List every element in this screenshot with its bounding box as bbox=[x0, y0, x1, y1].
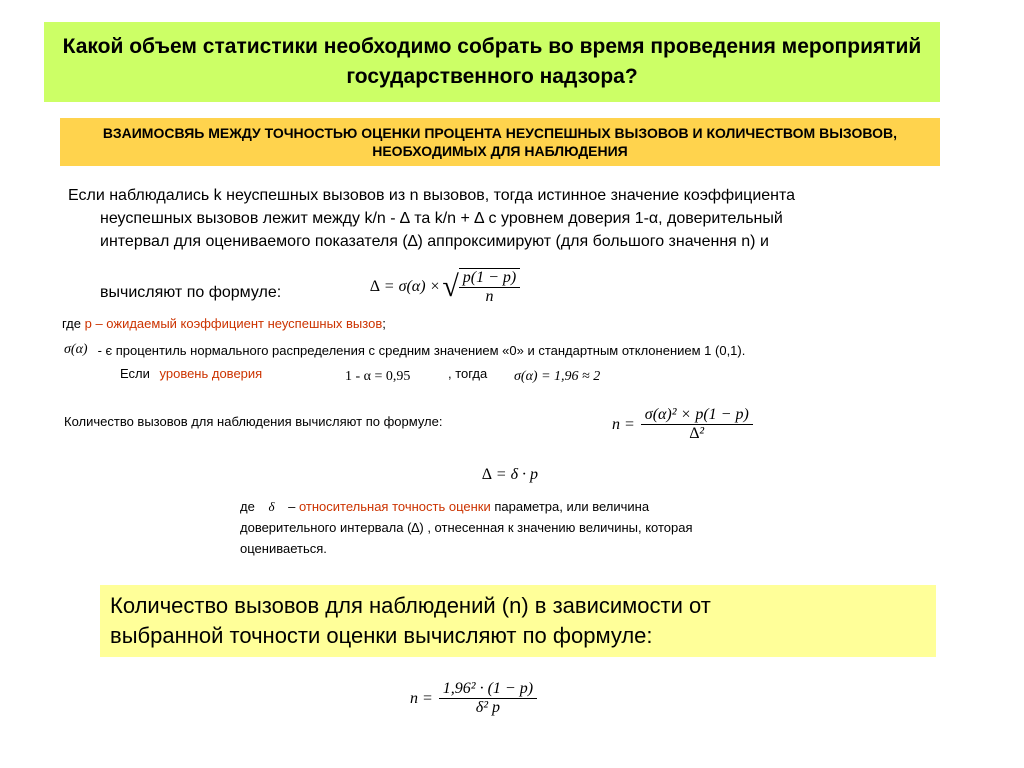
count-fraction bbox=[641, 406, 753, 443]
count-lhs: n = bbox=[612, 415, 635, 433]
sigma-desc-line bbox=[64, 342, 745, 358]
sigma-symbol: σ(α) bbox=[64, 342, 88, 357]
where-p-prefix: где bbox=[62, 316, 81, 331]
delta-rel-formula: ∆ = δ · p bbox=[482, 466, 539, 483]
final-formula bbox=[410, 680, 537, 717]
if-prefix: Если bbox=[120, 366, 150, 381]
slide-title-text: Какой объем статистики необходимо собрать во время проведения мероприятий государственного надзора? bbox=[62, 35, 922, 88]
intro-line-4: вычисляют по формуле: bbox=[100, 284, 282, 301]
de-line-3: оцениваеться. bbox=[240, 541, 327, 556]
sigma-desc-text: - є процентиль нормального распределения с средним значением «0» и стандартным отклонением 1 (0,1). bbox=[97, 342, 746, 358]
formula-delta-num: p(1 − p) bbox=[459, 269, 520, 288]
final-den: δ² p bbox=[475, 699, 501, 716]
if-then: , тогда bbox=[448, 366, 488, 381]
de-rest-1: параметра, или величина bbox=[494, 499, 650, 514]
where-p-red: p – ожидаемый коэффициент неуспешных вызов bbox=[84, 316, 383, 331]
bottom-line-1: Количество вызовов для наблюдений (n) в зависимости от bbox=[110, 593, 711, 618]
if-formula-1: 1 - α = 0,95 bbox=[345, 369, 411, 384]
de-dash: – bbox=[288, 499, 296, 514]
formula-delta-left: ∆ = σ(α) × bbox=[370, 278, 441, 295]
sqrt-icon: √ bbox=[442, 270, 459, 303]
slide-subtitle-text: ВЗАИМОСВЯЬ МЕЖДУ ТОЧНОСТЬЮ ОЦЕНКИ ПРОЦЕНТА НЕУСПЕШНЫХ ВЫЗОВОВ И КОЛИЧЕСТВОМ ВЫЗОВОВ, НЕОБХОДИМЫХ ДЛЯ НАБЛЮДЕНИЯ bbox=[102, 125, 898, 159]
if-formula-2: σ(α) = 1,96 ≈ 2 bbox=[514, 369, 601, 384]
intro-paragraph bbox=[68, 184, 998, 253]
formula-delta-fraction bbox=[459, 268, 520, 306]
where-p-suffix: ; bbox=[382, 316, 386, 331]
de-symbol: δ bbox=[268, 499, 275, 514]
final-fraction bbox=[439, 680, 537, 717]
count-formula bbox=[612, 406, 753, 443]
slide-title bbox=[44, 22, 940, 102]
count-line-text: Количество вызовов для наблюдения вычисляют по формуле: bbox=[64, 414, 443, 429]
bottom-callout bbox=[100, 585, 936, 657]
final-lhs: n = bbox=[410, 689, 433, 707]
de-line-2: доверительного интервала (∆) , отнесенная к значению величины, которая bbox=[240, 520, 693, 535]
de-line-1 bbox=[240, 496, 880, 517]
intro-line-2: неуспешных вызовов лежит между k/n - ∆ та k/n + ∆ с уровнем доверия 1-α, доверительный bbox=[100, 210, 783, 227]
bottom-line-2: выбранной точности оценки вычисляют по формуле: bbox=[110, 623, 653, 648]
formula-delta-den: n bbox=[485, 288, 494, 305]
formula-delta bbox=[370, 268, 520, 306]
de-block bbox=[240, 496, 880, 559]
slide-subtitle bbox=[60, 118, 940, 166]
de-prefix: де bbox=[240, 499, 255, 514]
count-den: ∆² bbox=[689, 425, 705, 442]
de-red: относительная точность оценки bbox=[298, 499, 491, 514]
intro-line-1: Если наблюдались k неуспешных вызовов из n вызовов, тогда истинное значение коэффициента bbox=[68, 187, 796, 204]
if-red: уровень доверия bbox=[159, 366, 263, 381]
intro-line-3: интервал для оцениваемого показателя (∆) аппроксимируют (для большого значення n) и bbox=[100, 233, 769, 250]
if-prefix-group bbox=[120, 366, 262, 381]
final-num: 1,96² · (1 − p) bbox=[439, 680, 537, 699]
where-p-line bbox=[62, 316, 386, 331]
count-num: σ(α)² × p(1 − p) bbox=[641, 406, 753, 425]
